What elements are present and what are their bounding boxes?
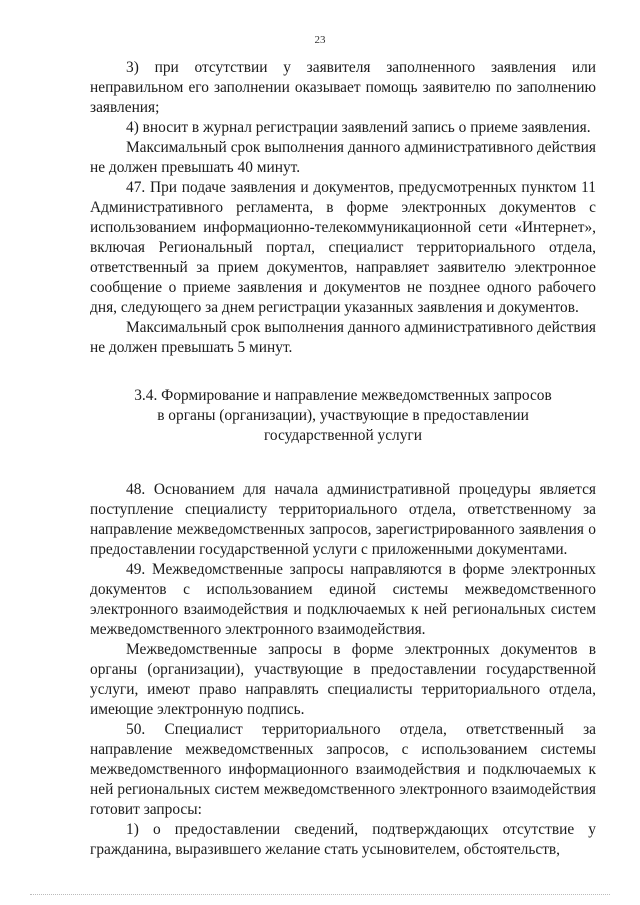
- paragraph-item-4: 4) вносит в журнал регистрации заявлений запись о приеме заявления.: [126, 119, 591, 136]
- document-body: [90, 58, 596, 860]
- section-heading-line-2: в органы (организации), участвующие в предоставлении: [157, 407, 529, 424]
- paragraph-item-3: 3) при отсутствии у заявителя заполненного заявления или неправильном его заполнении оказывает помощь заявителю по заполнению заявления;: [90, 59, 596, 116]
- paragraph-max-time-5: Максимальный срок выполнения данного административного действия не должен превышать 5 минут.: [90, 319, 596, 356]
- paragraph-47: 47. При подаче заявления и документов, предусмотренных пунктом 11 Административного регламента, в форме электронных документов с использованием информационно-телекоммуникационной сети «Интернет», включая Региональный портал, специалист территориального отдела, ответственный за прием документов, направляет заявителю электронное сообщение о приеме заявления и документов не позднее одного рабочего дня, следующего за днем регистрации указанных заявления и документов.: [90, 179, 596, 316]
- page-number: 23: [314, 34, 326, 46]
- paragraph-50-item-1: 1) о предоставлении сведений, подтверждающих отсутствие у гражданина, выразившего желание стать усыновителем, обстоятельств,: [90, 821, 596, 858]
- paragraph-50: 50. Специалист территориального отдела, ответственный за направление межведомственных запросов, с использованием системы межведомственного информационного взаимодействия и подключаемых к ней региональных систем межведомственного электронного взаимодействия готовит запросы:: [90, 721, 596, 818]
- paragraph-max-time-40: Максимальный срок выполнения данного административного действия не должен превышать 40 минут.: [90, 139, 596, 176]
- paragraph-interagency-requests: Межведомственные запросы в форме электронных документов в органы (организации), участвующие в предоставлении государственной услуги, имеют право направлять специалисты территориального отдела, имеющие электронную подпись.: [90, 641, 596, 718]
- scan-artifact-line: [30, 894, 610, 895]
- section-heading-line-3: государственной услуги: [264, 427, 422, 444]
- paragraph-49: 49. Межведомственные запросы направляются в форме электронных документов с использованием единой системы межведомственного электронного взаимодействия и подключаемых к ней региональных систем межведомственного электронного взаимодействия.: [90, 561, 596, 638]
- paragraph-48: 48. Основанием для начала административной процедуры является поступление специалисту территориального отдела, ответственному за направление межведомственных запросов, зарегистрированного заявления о предоставлении государственной услуги с приложенными документами.: [90, 481, 596, 558]
- section-heading: [90, 386, 596, 446]
- section-heading-line-1: 3.4. Формирование и направление межведомственных запросов: [134, 387, 552, 404]
